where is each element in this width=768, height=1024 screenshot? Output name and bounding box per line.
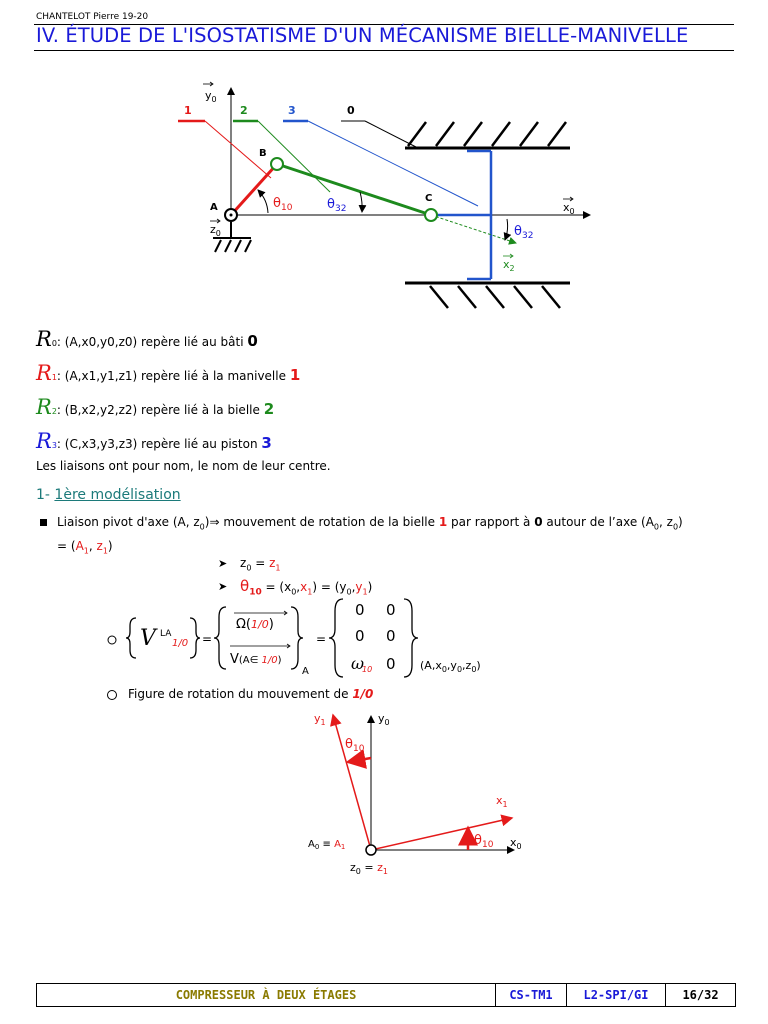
svg-text:10: 10 [362, 665, 373, 674]
svg-text:θ10: $\theta_{10}$ [345, 737, 365, 754]
arrow-bullet-2: ➤ [218, 580, 228, 593]
label-part-1: 1 [184, 104, 192, 117]
svg-text:=: = [316, 632, 327, 646]
label-theta32-b: $\theta_{32}$ [514, 224, 534, 241]
rotation-figure [300, 705, 540, 883]
svg-text:0: 0 [386, 655, 396, 673]
footer-level: L2-SPI/GI [567, 984, 666, 1006]
svg-text:ω: ω [351, 654, 365, 673]
pivot-bullet-text: Liaison pivot d'axe (A, $z_0)\Rightarrow$ mouvement de rotation de la bielle 1 par rapport à 0 autour de l’axe ($A_0$, $z_0$) [57, 515, 683, 532]
theta-arrow-y [348, 758, 371, 762]
joint-c [425, 209, 437, 221]
svg-text:V(A∈ 1/0): V(A∈ 1/0) [230, 652, 282, 667]
page-title: IV. ÉTUDE DE L'ISOSTATISME D'UN MÉCANISME BIELLE-MANIVELLE [36, 24, 689, 47]
frame-r3: R3: (C,x3,y3,z3) repère lié au piston 3 [36, 429, 272, 453]
svg-text:0: 0 [355, 601, 365, 619]
label-part-2: 2 [240, 104, 248, 117]
piston-3 [431, 151, 491, 279]
footer-project: COMPRESSEUR À DEUX ÉTAGES [37, 984, 496, 1006]
rod-2 [277, 164, 431, 215]
circle-bullet-1 [108, 636, 116, 644]
leader-0 [365, 121, 418, 148]
torsor-basis: $(A,x_0,y_0,z_0)$ [420, 659, 481, 675]
section-heading: 1- 1ère modélisation [36, 487, 181, 503]
eq-z0-z1: $z_0 = z_1$ [240, 556, 281, 573]
leader-3 [308, 121, 478, 206]
crank-1 [231, 164, 277, 215]
svg-text:x1: $x_1$ [496, 794, 508, 809]
svg-text:z0 = z1: $z_0 = z_1$ [350, 861, 388, 876]
footer-page: 16/32 [682, 988, 719, 1002]
svg-text:y0: $y_0$ [378, 712, 390, 727]
origin-a0 [366, 845, 376, 855]
pivot-bullet-line2: = ($A_1$, $z_1$) [57, 539, 113, 556]
svg-text:0: 0 [386, 627, 396, 645]
svg-text:0: 0 [386, 601, 396, 619]
theta32-arc-2 [505, 219, 508, 240]
eq-theta10: $\theta_{10} = (x_0,x_1) = (y_0,y_1)$ [240, 577, 373, 598]
svg-text:LA: LA [160, 629, 172, 639]
frame-upper [405, 122, 570, 148]
frame-r0: R0: (A,x0,y0,z0) repère lié au bâti 0 [36, 327, 258, 351]
svg-text:A0 ≡ A1: $A_0 \equiv A_1$ [308, 839, 346, 851]
svg-text:y1: $y_1$ [314, 712, 326, 727]
label-point-c: C [425, 193, 433, 204]
rotation-figure-caption: Figure de rotation du mouvement de 1/0 [128, 687, 374, 701]
frame-lower [405, 283, 570, 308]
y1-axis-rot [333, 715, 371, 850]
label-part-0: 0 [347, 104, 355, 117]
label-x0: $x_0$ [563, 201, 575, 216]
svg-text:=: = [202, 632, 213, 646]
svg-text:x0: $x_0$ [510, 836, 522, 851]
frame-r2: R2: (B,x2,y2,z2) repère lié à la bielle 2 [36, 395, 275, 419]
theta10-arc [258, 190, 268, 213]
author-label: CHANTELOT Pierre 19-20 [36, 12, 149, 22]
theta32-arc-1 [360, 192, 362, 212]
label-theta10: $\theta_{10}$ [273, 196, 293, 213]
bullet-square [40, 519, 47, 526]
x2-direction [431, 215, 516, 243]
joint-b [271, 158, 283, 170]
svg-text:A: A [302, 666, 309, 677]
arrow-bullet-1: ➤ [218, 557, 228, 570]
label-x2: $x_2$ [503, 258, 515, 273]
liaisons-note: Les liaisons ont pour nom, le nom de leur centre. [36, 459, 331, 473]
label-z0: $z_0$ [210, 223, 221, 238]
label-point-a: A [210, 202, 218, 213]
label-theta32: $\theta_{32}$ [327, 197, 347, 214]
footer-course: CS-TM1 [496, 984, 567, 1006]
mechanism-figure [150, 70, 610, 315]
label-y0: $y_0$ [205, 89, 217, 104]
svg-text:1/0: 1/0 [172, 638, 189, 649]
svg-text:V: V [140, 626, 156, 651]
svg-text:Ω(1/0): Ω(1/0) [236, 617, 274, 632]
svg-text:0: 0 [355, 627, 365, 645]
label-point-b: B [259, 148, 267, 159]
label-part-3: 3 [288, 104, 296, 117]
svg-text:θ10: $\theta_{10}$ [474, 833, 494, 850]
circle-bullet-2 [107, 690, 117, 700]
leader-2 [258, 121, 330, 192]
frame-r1: R1: (A,x1,y1,z1) repère lié à la manivelle 1 [36, 361, 301, 385]
title-rule-bottom [34, 50, 734, 51]
page-footer [36, 983, 736, 1007]
